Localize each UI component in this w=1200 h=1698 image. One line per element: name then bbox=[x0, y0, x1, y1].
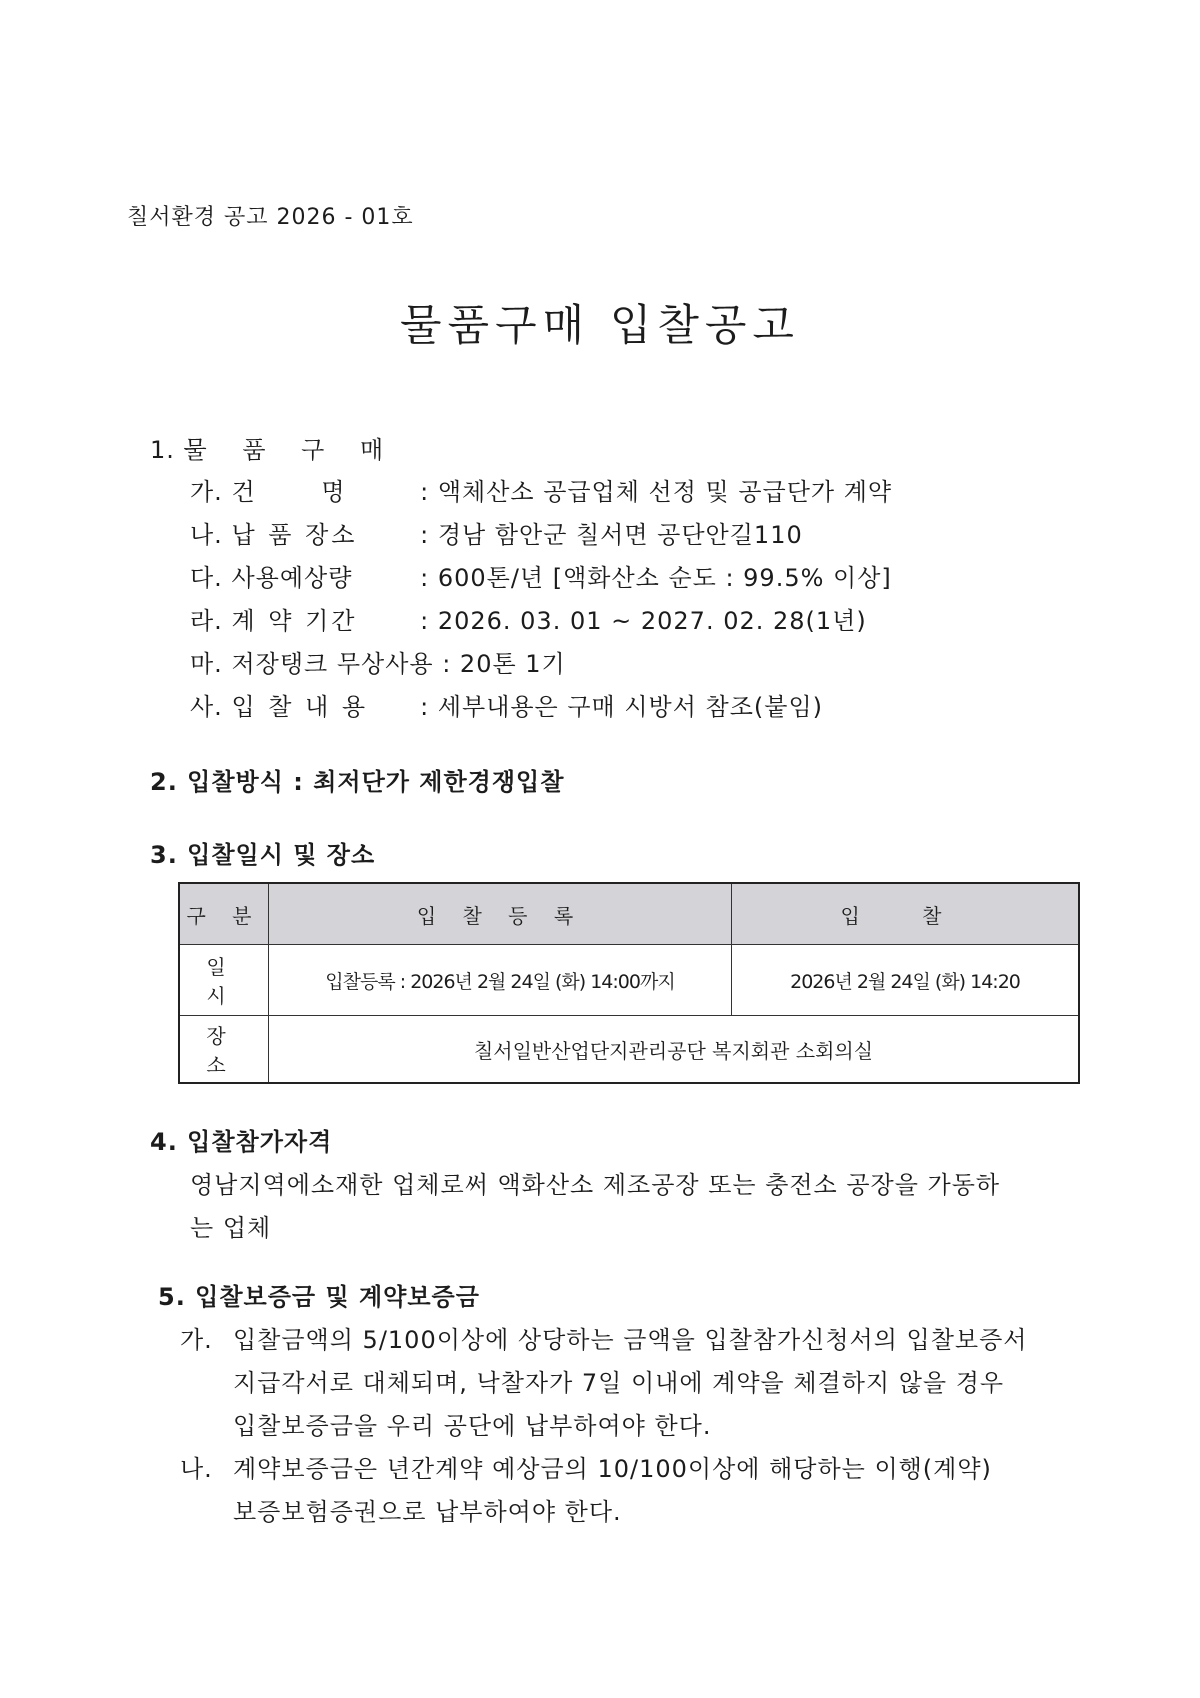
item-value: : 2026. 03. 01 ~ 2027. 02. 28(1년) bbox=[420, 607, 867, 635]
table-row-datetime bbox=[179, 945, 1079, 1016]
section1-item-a bbox=[190, 472, 892, 507]
doc-title: 물품구매 입찰공고 bbox=[400, 301, 800, 351]
item-marker: 가. bbox=[190, 478, 223, 506]
schedule-table bbox=[178, 882, 1080, 1084]
item-marker: 라. bbox=[190, 607, 223, 635]
table-header-row bbox=[179, 883, 1079, 945]
section1-heading bbox=[150, 430, 397, 465]
section5-item-b-line2: 보증보험증권으로 납부하여야 한다. bbox=[233, 1498, 622, 1526]
header-category: 구 분 bbox=[179, 883, 269, 945]
table-row-place bbox=[179, 1016, 1079, 1084]
section1-item-f bbox=[190, 687, 823, 722]
section1-item-e bbox=[190, 644, 566, 679]
item-marker: 나. bbox=[190, 521, 223, 549]
section5-item-b-marker: 나. bbox=[180, 1455, 213, 1483]
item-label: 계 약 기간 bbox=[231, 607, 358, 635]
section1-item-d bbox=[190, 601, 867, 636]
section2-heading: 2. 입찰방식 : 최저단가 제한경쟁입찰 bbox=[150, 768, 565, 796]
section4-line1: 영남지역에소재한 업체로써 액화산소 제조공장 또는 충전소 공장을 가동하 bbox=[190, 1171, 1001, 1199]
item-value: : 600톤/년 [액화산소 순도 : 99.5% 이상] bbox=[420, 564, 892, 592]
item-marker: 다. bbox=[190, 564, 223, 592]
item-label: 건 명 bbox=[231, 478, 348, 506]
header-registration: 입 찰 등 록 bbox=[269, 883, 732, 945]
section5-heading: 5. 입찰보증금 및 계약보증금 bbox=[158, 1283, 480, 1311]
cell-place: 칠서일반산업단지관리공단 복지회관 소회의실 bbox=[269, 1016, 1080, 1084]
item-marker: 마. bbox=[190, 650, 223, 678]
section5-item-a-line1: 입찰금액의 5/100이상에 상당하는 금액을 입찰참가신청서의 입찰보증서 bbox=[233, 1326, 1028, 1354]
row-label-datetime: 일 시 bbox=[179, 945, 269, 1016]
item-value: : 세부내용은 구매 시방서 참조(붙임) bbox=[420, 693, 824, 721]
section3-heading: 3. 입찰일시 및 장소 bbox=[150, 841, 376, 869]
item-value: : 경남 함안군 칠서면 공단안길110 bbox=[420, 521, 803, 549]
section1-item-c bbox=[190, 558, 892, 593]
section5-item-a-marker: 가. bbox=[180, 1326, 213, 1354]
item-value: : 20톤 1기 bbox=[442, 650, 566, 678]
section5-item-a-line3: 입찰보증금을 우리 공단에 납부하여야 한다. bbox=[233, 1412, 712, 1440]
section1-heading-number: 1. bbox=[150, 436, 175, 464]
cell-bid-datetime: 2026년 2월 24일 (화) 14:20 bbox=[732, 945, 1080, 1016]
section4-line2: 는 업체 bbox=[190, 1214, 272, 1242]
section4-heading: 4. 입찰참가자격 bbox=[150, 1128, 333, 1156]
item-marker: 사. bbox=[190, 693, 223, 721]
row-label-place: 장 소 bbox=[179, 1016, 269, 1084]
section5-item-b-line1: 계약보증금은 년간계약 예상금의 10/100이상에 해당하는 이행(계약) bbox=[233, 1455, 992, 1483]
item-label: 저장탱크 무상사용 bbox=[231, 650, 434, 678]
doc-number: 칠서환경 공고 2026 - 01호 bbox=[127, 205, 414, 230]
header-bid: 입 찰 bbox=[732, 883, 1080, 945]
section1-item-b bbox=[190, 515, 803, 550]
item-label: 입 찰 내 용 bbox=[231, 693, 369, 721]
item-label: 납 품 장소 bbox=[231, 521, 358, 549]
cell-registration-datetime: 입찰등록 : 2026년 2월 24일 (화) 14:00까지 bbox=[269, 945, 732, 1016]
section5-item-a-line2: 지급각서로 대체되며, 낙찰자가 7일 이내에 계약을 체결하지 않을 경우 bbox=[233, 1369, 1005, 1397]
section1-heading-text: 물 품 구 매 bbox=[183, 436, 398, 464]
item-label: 사용예상량 bbox=[231, 564, 353, 592]
item-value: : 액체산소 공급업체 선정 및 공급단가 계약 bbox=[420, 478, 893, 506]
